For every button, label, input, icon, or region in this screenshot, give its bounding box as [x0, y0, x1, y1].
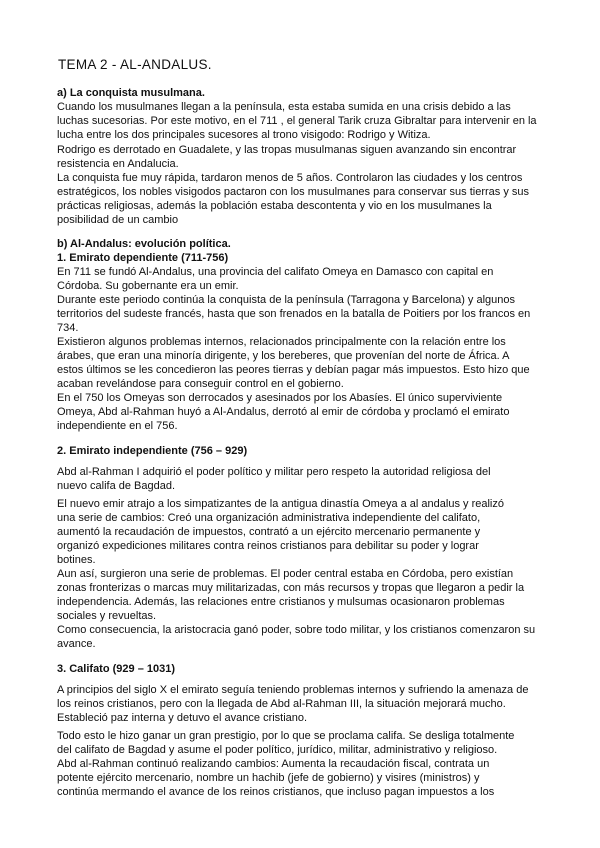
paragraph-line: aumentó la recaudación de impuestos, contrató a un ejército mercenario permanente y: [57, 526, 481, 538]
paragraph-line: botines.: [57, 554, 96, 566]
paragraph-line: resistencia en Andalucia.: [57, 158, 179, 170]
paragraph-line: Córdoba. Su gobernante era un emir.: [57, 280, 239, 292]
paragraph-line: avance.: [57, 638, 96, 650]
paragraph-line: A principios del siglo X el emirato seguía teniendo problemas internos y sufriendo la amenaza de: [57, 684, 529, 696]
paragraph-line: 734.: [57, 322, 79, 334]
section-heading: a) La conquista musulmana.: [57, 87, 205, 99]
paragraph-line: Rodrigo es derrotado en Guadalete, y las tropas musulmanas siguen avanzando sin encontrar: [57, 144, 517, 156]
paragraph-line: luchas sucesorias. Por este motivo, en el 711 , el general Tarik cruza Gibraltar para intervenir en la: [57, 115, 537, 127]
paragraph-line: En 711 se fundó Al-Andalus, una provincia del califato Omeya en Damasco con capital en: [57, 266, 494, 278]
paragraph-line: organizó expediciones militares contra reinos cristianos para debilitar su poder y lograr: [57, 540, 479, 552]
paragraph-line: Abd al-Rahman continuó realizando cambios: Aumenta la recaudación fiscal, contrata un: [57, 758, 490, 770]
paragraph-line: Omeya, Abd al-Rahman huyó a Al-Andalus, derrotó al emir de córdoba y proclamó el emirato: [57, 406, 510, 418]
paragraph-line: nuevo califa de Bagdad.: [57, 480, 176, 492]
paragraph-line: Todo esto le hizo ganar un gran prestigio, por lo que se proclama califa. Se desliga totalmente: [57, 730, 515, 742]
paragraph-line: continúa mermando el avance de los reinos cristianos, que incluso pagan impuestos a los: [57, 786, 495, 798]
section-heading: 2. Emirato independiente (756 – 929): [57, 445, 248, 457]
paragraph-line: Estableció paz interna y detuvo el avance cristiano.: [57, 712, 308, 724]
paragraph-line: árabes, que eran una minoría dirigente, y los bereberes, que provenían del norte de África. A: [57, 350, 510, 362]
paragraph-line: estratégicos, los nobles visigodos pactaron con los musulmanes para conservar sus tierras y sus: [57, 186, 530, 198]
paragraph-line: Abd al-Rahman I adquirió el poder político y militar pero respeto la autoridad religiosa del: [57, 466, 491, 478]
paragraph-line: potente ejército mercenario, nombre un hachib (jefe de gobierno) y visires (ministros) y: [57, 772, 480, 784]
paragraph-line: del califato de Bagdad y asume el poder político, jurídico, militar, administrativo y religioso.: [57, 744, 498, 756]
paragraph-line: Durante este periodo continúa la conquista de la península (Tarragona y Barcelona) y algunos: [57, 294, 516, 306]
paragraph-line: posibilidad de un cambio: [57, 214, 179, 226]
paragraph-line: Cuando los musulmanes llegan a la península, esta estaba sumida en una crisis debido a las: [57, 101, 511, 113]
paragraph-line: zonas fronterizas o marcas muy militarizadas, con más recursos y tropas que llegaron a pedir la: [57, 582, 525, 594]
paragraph-line: El nuevo emir atrajo a los simpatizantes de la antigua dinastía Omeya a al andalus y realizó: [57, 498, 504, 510]
document-title: TEMA 2 - AL-ANDALUS.: [58, 57, 212, 72]
subsection-heading: 1. Emirato dependiente (711-756): [57, 252, 229, 264]
section-heading: 3. Califato (929 – 1031): [57, 663, 176, 675]
paragraph-line: Como consecuencia, la aristocracia ganó poder, sobre todo militar, y los cristianos comenzaron su: [57, 624, 536, 636]
paragraph-line: estos últimos se les concedieron las peores tierras y debían pagar más impuestos. Esto hizo que: [57, 364, 530, 376]
paragraph-line: sociales y revueltas.: [57, 610, 157, 622]
paragraph-line: acaban revelándose para conseguir control en el gobierno.: [57, 378, 344, 390]
paragraph-line: independiente en el 756.: [57, 420, 178, 432]
paragraph-line: Aun así, surgieron una serie de problemas. El poder central estaba en Córdoba, pero existían: [57, 568, 514, 580]
section-heading: b) Al-Andalus: evolución política.: [57, 238, 231, 250]
paragraph-line: independencia. Además, las relaciones entre cristianos y mulsumas ocasionaron problemas: [57, 596, 505, 608]
paragraph-line: La conquista fue muy rápida, tardaron menos de 5 años. Controlaron las ciudades y los centros: [57, 172, 523, 184]
paragraph-line: lucha entre los dos principales sucesores al trono visigodo: Rodrigo y Witiza.: [57, 129, 431, 141]
paragraph-line: Existieron algunos problemas internos, relacionados principalmente con la relación entre los: [57, 336, 506, 348]
paragraph-line: una serie de cambios: Creó una organización administrativa independiente del califato,: [57, 512, 481, 524]
paragraph-line: prácticas religiosas, además la población estaba descontenta y vio en los musulmanes la: [57, 200, 492, 212]
paragraph-line: los reinos cristianos, pero con la llegada de Abd al-Rahman III, la situación mejorará mucho.: [57, 698, 506, 710]
paragraph-line: territorios del sudeste francés, hasta que son frenados en la batalla de Poitiers por los francos en: [57, 308, 531, 320]
paragraph-line: En el 750 los Omeyas son derrocados y asesinados por los Abasíes. El único superviviente: [57, 392, 503, 404]
